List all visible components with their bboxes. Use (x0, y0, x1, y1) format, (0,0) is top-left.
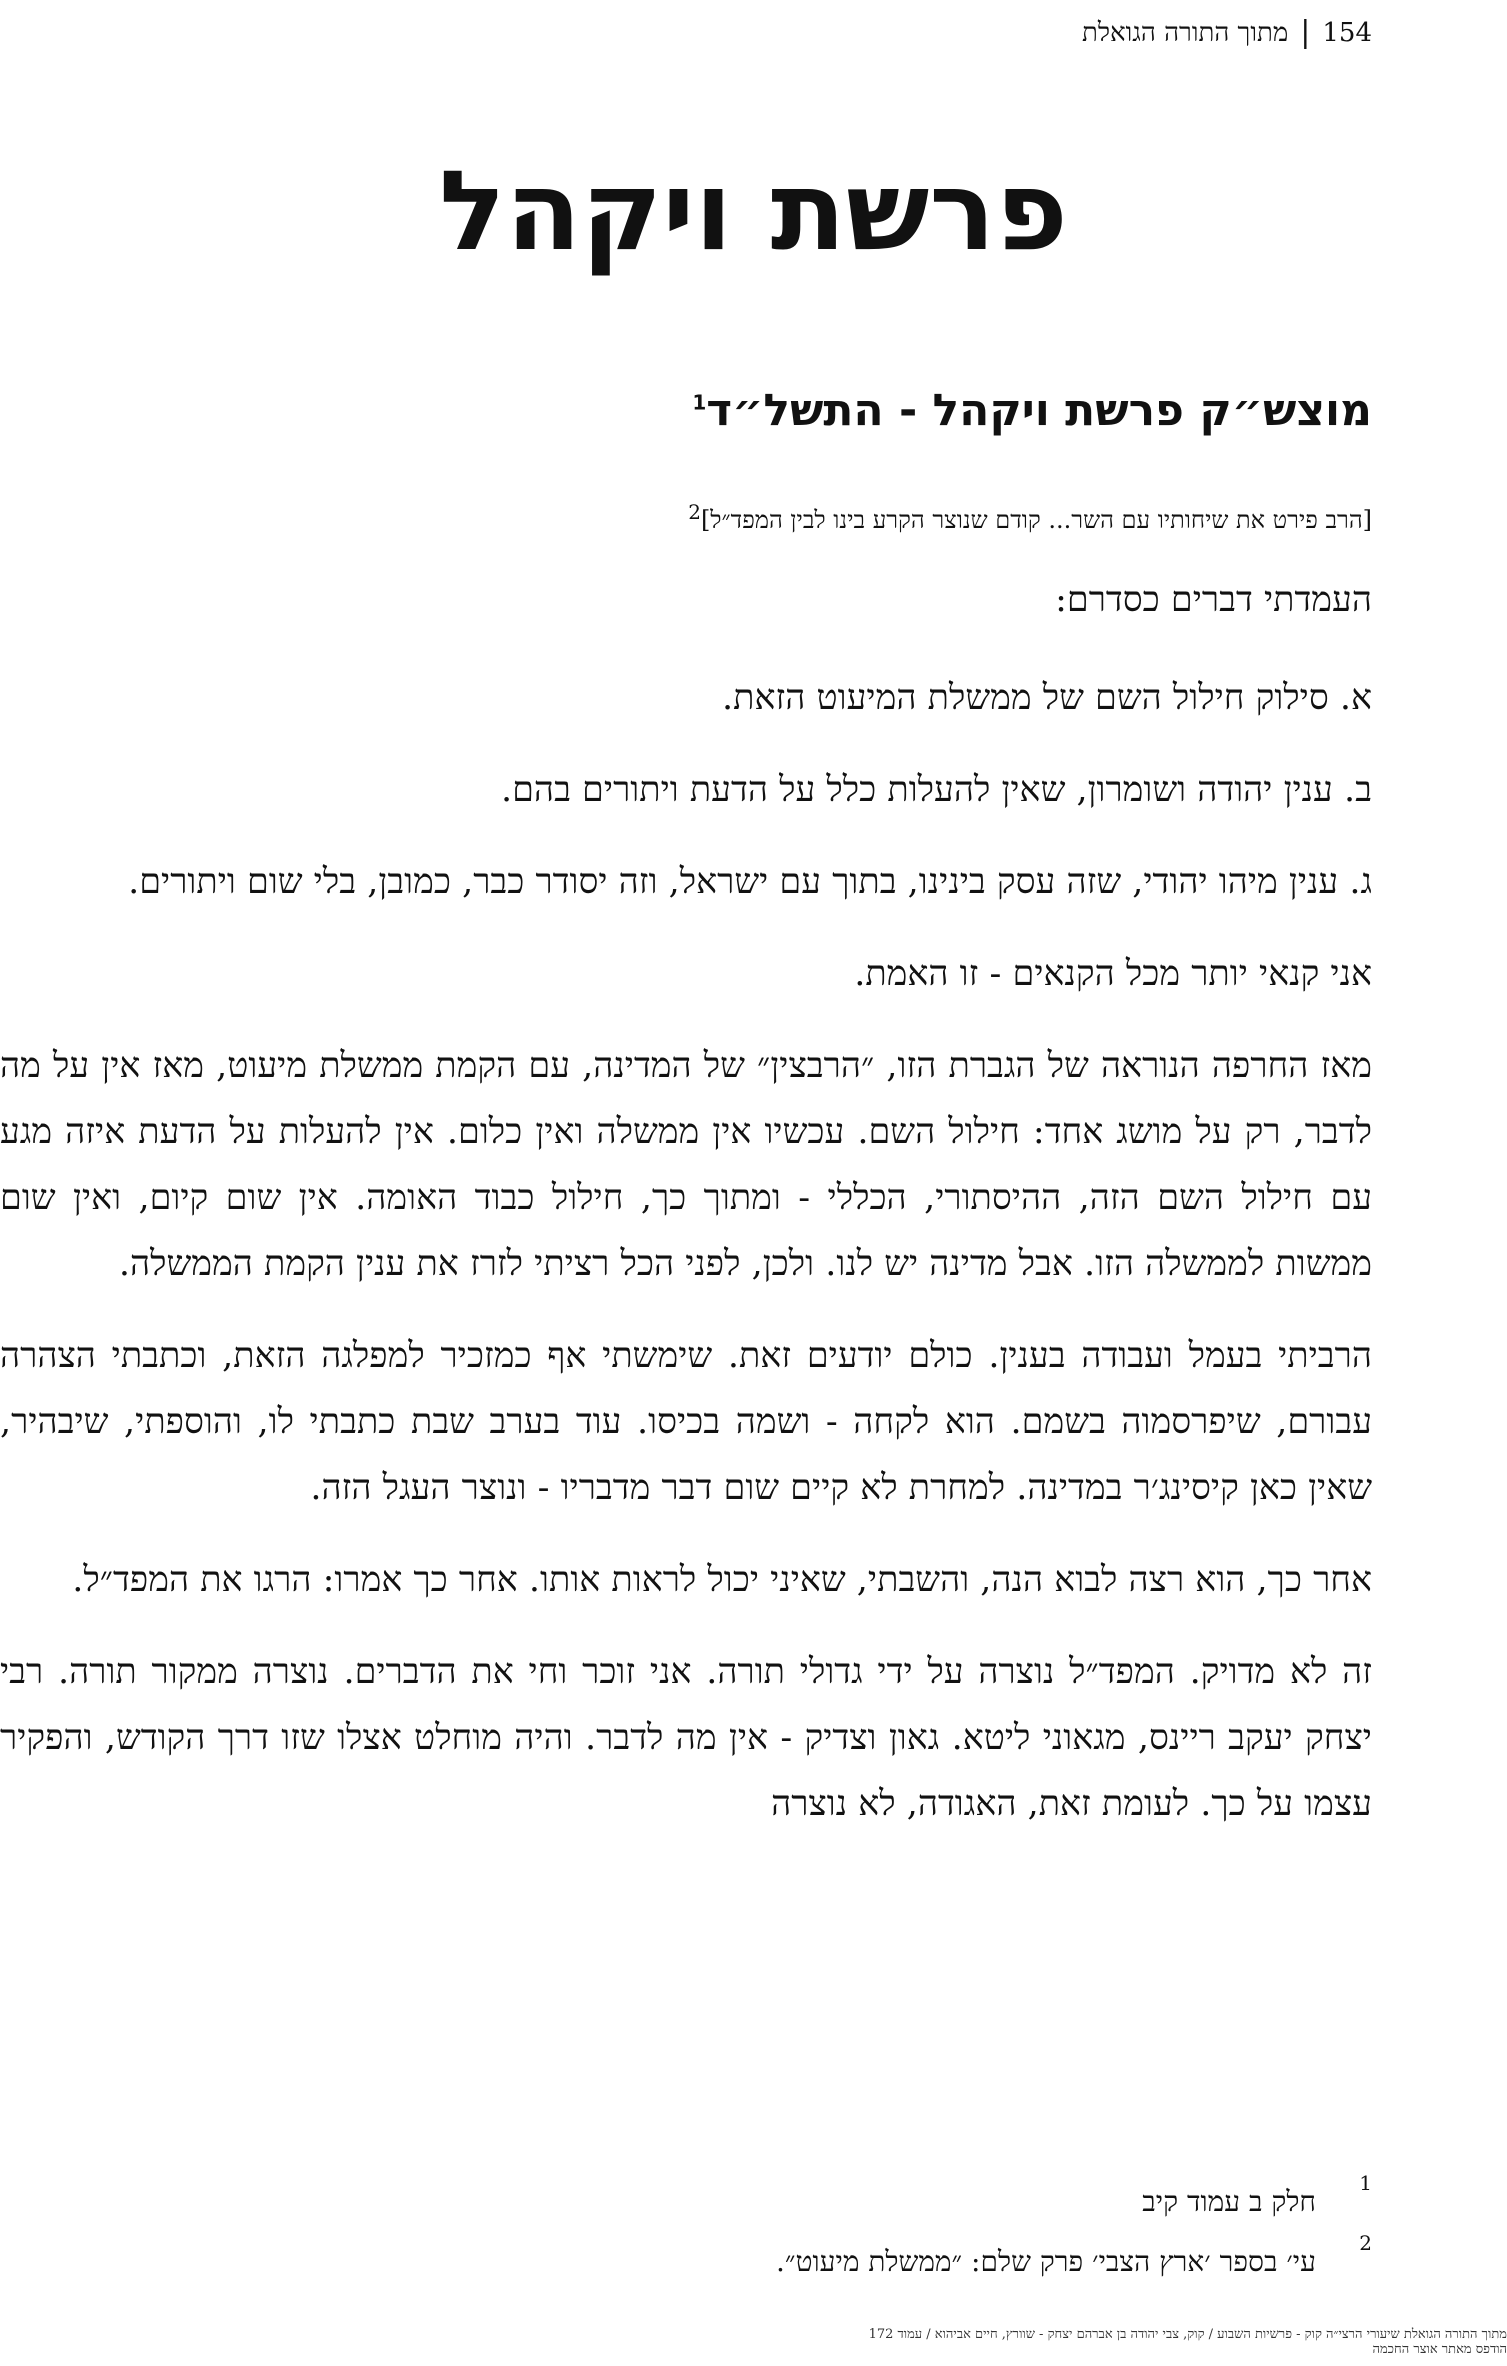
intro-note (688, 500, 1372, 535)
print-footer (0, 2327, 1507, 2358)
header-divider: | (1300, 15, 1311, 50)
footnote-ref-2[interactable]: 2 (688, 500, 701, 524)
body-text (0, 567, 1372, 1863)
paragraph: אחר כך, הוא רצה לבוא הנה, והשבתי, שאיני יכול לראות אותו. אחר כך אמרו: הרגו את המפד״ל. (72, 1560, 1372, 1600)
section-heading (692, 385, 1372, 436)
paragraph: מאז החרפה הנוראה של הגברת הזו, ״הרבצין״ של המדינה, עם הקמת ממשלת מיעוט, מאז אין על מה לדבר, רק על מושג אחד: חילול השם. עכשיו אין ממשלה ואין כלום. אין להעלות על הדעת איזה מגע עם חילול השם הזה, ההיסתורי, הכללי - ומתוך כך, חילול כבוד האומה. אין שום קיום, ואין שום ממשות לממשלה הזו. אבל מדינה יש לנו. ולכן, לפני הכל רציתי לזרז את ענין הקמת הממשלה. (0, 1046, 1372, 1284)
book-title: מתוך התורה הגואלת (1082, 18, 1289, 48)
footnote-text: חלק ב עמוד קיב (1142, 2185, 1316, 2218)
paragraph: אני קנאי יותר מכל הקנאים - זו האמת. (854, 954, 1372, 994)
paragraph: ג. ענין מיהו יהודי, שזה עסק בינינו, בתוך עם ישראל, וזה יסודר כבר, כמובן, בלי שום ויתורים. (128, 862, 1372, 902)
footer-source-line: מתוך התורה הגואלת שיעורי הרצי״ה קוק - פרשיות השבוע / קוק, צבי יהודה בן אברהם יצחק - שוורץ, חיים אביהוא / עמוד 172 (868, 2326, 1507, 2342)
footnote-number: 2 (1359, 2231, 1372, 2255)
paragraph: העמדתי דברים כסדרם: (1055, 580, 1372, 620)
paragraph: הרביתי בעמל ועבודה בענין. כולם יודעים זאת. שימשתי אף כמזכיר למפלגה הזאת, וכתבתי הצהרה עבורם, שיפרסמוה בשמם. הוא לקחה - ושמה בכיסו. עוד בערב שבת כתבתי לו, והוספתי, שיבהיר, שאין כאן קיסינג׳ר במדינה. למחרת לא קיים שום דבר מדבריו - ונוצר העגל הזה. (0, 1336, 1372, 1508)
footnote-ref-1[interactable]: 1 (692, 390, 707, 415)
paragraph: א. סילוק חילול השם של ממשלת המיעוט הזאת. (722, 678, 1372, 718)
footnote-number: 1 (1359, 2171, 1372, 2195)
footnote-text: עי׳ בספר ׳ארץ הצבי׳ פרק שלם: ״ממשלת מיעוט״. (776, 2245, 1316, 2278)
page-number: 154 (1322, 18, 1372, 48)
intro-note-text: [הרב פירט את שיחותיו עם השר... קודם שנוצר הקרע בינו לבין המפד״ל] (700, 506, 1372, 534)
paragraph: ב. ענין יהודה ושומרון, שאין להעלות כלל על הדעת ויתורים בהם. (500, 770, 1372, 810)
footnote (0, 2171, 1372, 2219)
paragraph: זה לא מדויק. המפד״ל נוצרה על ידי גדולי תורה. אני זוכר וחי את הדברים. נוצרה ממקור תורה. רבי יצחק יעקב ריינס, מגאוני ליטא. גאון וצדיק - אין מה לדבר. והיה מוחלט אצלו שזו דרך הקודש, והפקיר עצמו על כך. לעומת זאת, האגודה, לא נוצרה (0, 1652, 1372, 1824)
running-header (1082, 15, 1372, 50)
section-heading-text: מוצש״ק פרשת ויקהל - התשל״ד (706, 385, 1372, 436)
footnote (0, 2231, 1372, 2279)
footer-printed-line: הודפס מאתר אוצר החכמה (1372, 2342, 1507, 2358)
footnotes (0, 2171, 1372, 2305)
parasha-title: פרשת ויקהל (439, 147, 1068, 275)
